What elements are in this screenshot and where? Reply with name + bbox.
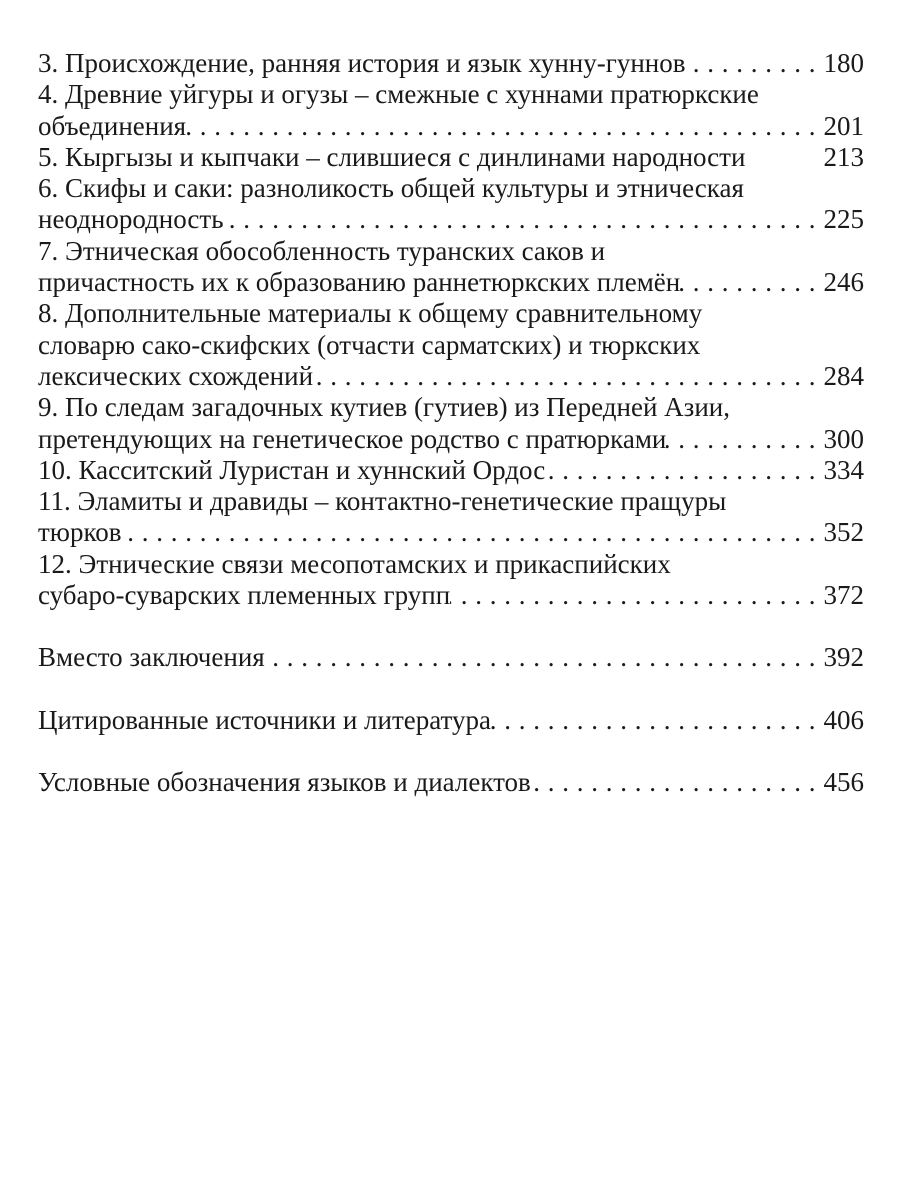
toc-entry-title: 10. Касситский Луристан и хуннский Ордос	[38, 454, 546, 485]
toc-page-number: 372	[823, 580, 864, 611]
toc-page-number: 180	[823, 48, 864, 78]
toc-entry-title: тюрков	[38, 517, 122, 548]
toc-page-number: 352	[823, 517, 864, 548]
toc-entry-title-line: 12. Этнические связи месопотамских и прикаспийских	[38, 548, 671, 579]
toc-entry-5	[38, 142, 864, 173]
section-gap	[38, 736, 864, 767]
toc-entry-title: Вместо заключения	[38, 642, 265, 673]
dot-leader	[545, 455, 823, 486]
dot-leader	[450, 580, 823, 611]
toc-entry-title-line: 11. Эламиты и дравиды – контактно-генетические пращуры	[38, 486, 727, 517]
toc-page-number: 300	[823, 423, 864, 454]
toc-page-number: 334	[823, 454, 864, 485]
toc-entry-title-line: 6. Скифы и саки: разноликость общей культуры и этническая	[38, 173, 744, 204]
toc-entry-4	[38, 79, 864, 142]
toc-entry-title: Цитированные источники и литература	[38, 704, 491, 735]
toc-entry-title: Условные обозначения языков и диалектов	[38, 766, 531, 797]
toc-entry-title: причастность их к образованию раннетюркских племён	[38, 267, 681, 298]
dot-leader	[186, 111, 823, 142]
toc-entry-title-line: 9. По следам загадочных кутиев (гутиев) из Передней Азии,	[38, 392, 730, 423]
toc-entry-11	[38, 486, 864, 549]
toc-entry-3	[38, 48, 864, 79]
toc-entry-title: субаро-суварских племенных групп	[38, 580, 451, 611]
dot-leader	[313, 361, 823, 392]
toc-entry-conclusion	[38, 642, 864, 673]
toc-page-number: 392	[823, 642, 864, 673]
toc-page-number: 284	[823, 360, 864, 391]
toc-entry-title: объединения	[38, 110, 187, 141]
dot-leader	[224, 204, 824, 235]
toc-entry-sources	[38, 705, 864, 736]
toc-page-number: 406	[823, 704, 864, 735]
toc-entry-10	[38, 455, 864, 486]
dot-leader	[265, 642, 824, 673]
toc-entry-title: претендующих на генетическое родство с пратюрками	[38, 423, 667, 454]
table-of-contents	[38, 48, 864, 798]
toc-entry-title-line: 4. Древние уйгуры и огузы – смежные с хуннами пратюркские	[38, 79, 759, 110]
toc-entry-8	[38, 298, 864, 392]
toc-entry-title: неоднородность	[38, 204, 224, 235]
section-gap	[38, 674, 864, 705]
dot-leader	[680, 267, 823, 298]
dot-leader	[531, 767, 824, 798]
toc-entry-12	[38, 549, 864, 612]
toc-page-number: 213	[823, 141, 864, 172]
toc-entry-abbreviations	[38, 767, 864, 798]
toc-entry-title: 5. Кыргызы и кыпчаки – слившиеся с динлинами народности	[38, 141, 746, 172]
dot-leader	[666, 424, 823, 455]
toc-entry-6	[38, 173, 864, 236]
toc-page-number: 201	[823, 110, 864, 141]
dot-leader	[121, 517, 823, 548]
toc-entry-title-line: словарю сако-скифских (отчасти сарматских) и тюркских	[38, 329, 701, 360]
toc-entry-title: лексических схождений	[38, 360, 314, 391]
toc-page-number: 225	[823, 204, 864, 235]
toc-entry-title: 3. Происхождение, ранняя история и язык хунну-гуннов	[38, 48, 686, 78]
toc-page-number: 456	[823, 766, 864, 797]
toc-entry-7	[38, 236, 864, 299]
section-gap	[38, 611, 864, 642]
dot-leader	[491, 705, 824, 736]
dot-leader	[685, 48, 823, 79]
toc-entry-title-line: 8. Дополнительные материалы к общему сравнительному	[38, 298, 703, 329]
toc-entry-title-line: 7. Этническая обособленность туранских саков и	[38, 235, 606, 266]
toc-entry-9	[38, 392, 864, 455]
toc-page-number: 246	[823, 267, 864, 298]
